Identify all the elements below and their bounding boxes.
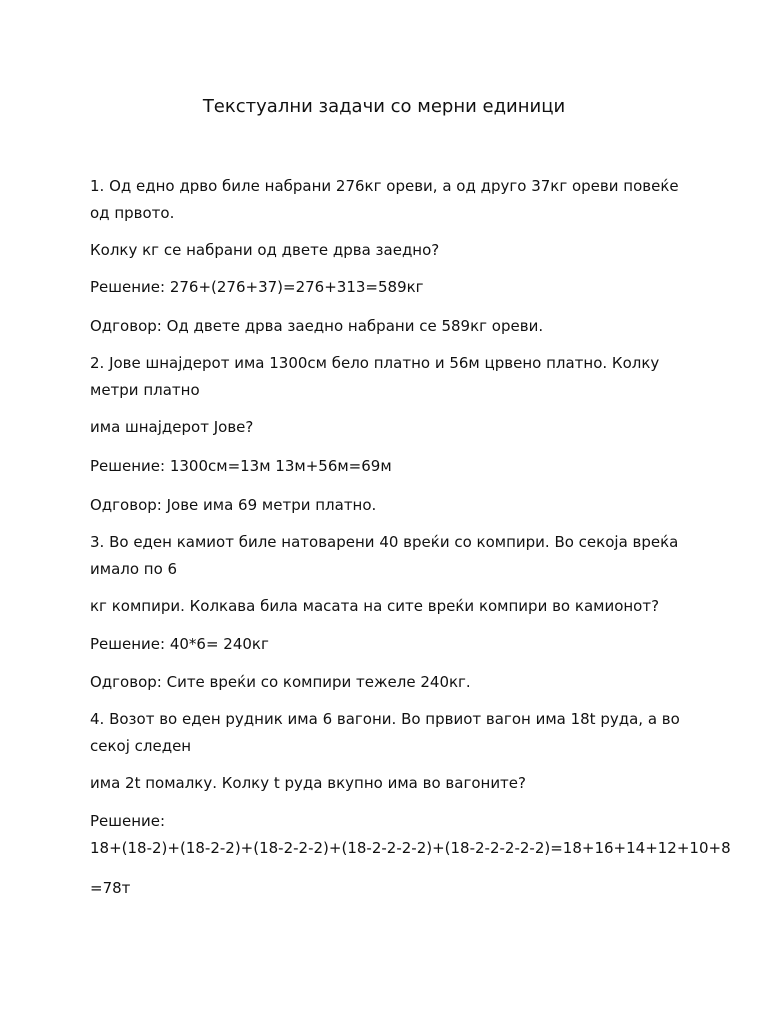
problem-4-statement: 4. Возот во еден рудник има 6 вагони. Во првиот вагон има 18t руда, а во секој следен: [90, 710, 680, 755]
problem-3-answer: Одговор: Сите вреќи со компири тежеле 240кг.: [90, 673, 471, 691]
problem-3-solution: Решение: 40*6= 240кг: [90, 635, 269, 653]
problem-2-solution: Решение: 1300см=13м 13м+56м=69м: [90, 457, 392, 475]
problem-2-answer: Одговор: Јове има 69 метри платно.: [90, 496, 377, 514]
problem-2-statement: 2. Јове шнајдерот има 1300см бело платно и 56м црвено платно. Колку метри платно: [90, 354, 660, 399]
problem-2-question: има шнајдерот Јове?: [90, 418, 254, 436]
problem-1-solution: Решение: 276+(276+37)=276+313=589кг: [90, 278, 424, 296]
problem-4-solution-expression: 18+(18-2)+(18-2-2)+(18-2-2-2)+(18-2-2-2-2)+(18-2-2-2-2-2)=18+16+14+12+10+8: [90, 839, 731, 857]
problem-1-question: Колку кг се набрани од двете дрва заедно?: [90, 241, 440, 259]
problem-3-question: кг компири. Колкава била масата на сите вреќи компири во камионот?: [90, 597, 660, 615]
document-body: [90, 173, 731, 902]
problem-4-solution-result: =78т: [90, 879, 131, 897]
problem-1-answer: Одговор: Од двете дрва заедно набрани се 589кг ореви.: [90, 317, 544, 335]
problem-4-solution-label: Решение:: [90, 812, 166, 830]
problem-1-statement: 1. Од едно дрво биле набрани 276кг ореви, а од друго 37кг ореви повеќе од првото.: [90, 177, 679, 222]
problem-3-statement: 3. Во еден камиот биле натоварени 40 вреќи со компири. Во секоја вреќа имало по 6: [90, 533, 679, 578]
problem-4-question: има 2t помалку. Колку t руда вкупно има во вагоните?: [90, 774, 526, 792]
document-title: Текстуални задачи со мерни единици: [202, 96, 566, 117]
